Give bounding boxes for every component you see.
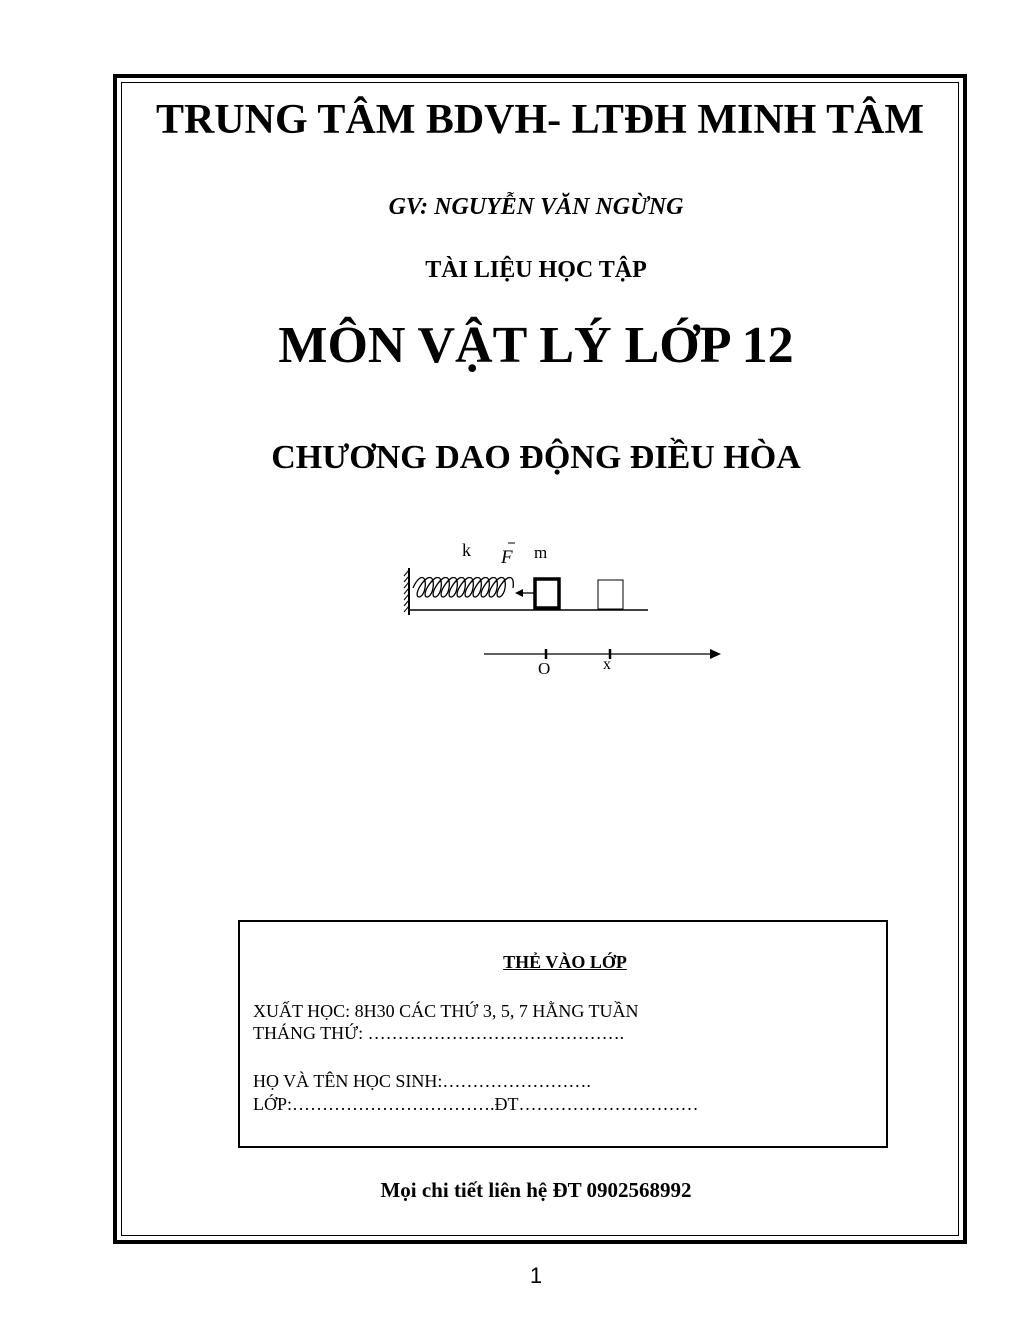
spring-coil [413, 578, 513, 598]
force-arrowhead [515, 589, 523, 597]
page-number: 1 [529, 1263, 543, 1288]
mass-block [535, 579, 559, 608]
spring-mass-diagram [395, 530, 735, 680]
spring-label: k [462, 540, 471, 560]
chapter-title: CHƯƠNG DAO ĐỘNG ĐIỀU HÒA [271, 439, 801, 476]
center-title: TRUNG TÂM BDVH- LTĐH MINH TÂM [155, 97, 925, 143]
student-name-line: HỌ VÀ TÊN HỌC SINH:……………………. [253, 1071, 591, 1091]
month-line: THÁNG THỨ: ……………………………………. [253, 1023, 625, 1043]
x-axis-arrowhead [710, 649, 721, 659]
document-label: TÀI LIỆU HỌC TẬP [425, 257, 647, 283]
class-phone-line: LỚP:…………………………….ĐT………………………… [253, 1094, 699, 1114]
contact-line: Mọi chi tiết liên hệ ĐT 0902568992 [380, 1178, 692, 1202]
displaced-block-outline [598, 580, 623, 609]
origin-label: O [538, 659, 551, 678]
teacher-name: GV: NGUYỄN VĂN NGỪNG [388, 194, 684, 220]
force-label: F [501, 547, 513, 568]
position-label: x [603, 656, 611, 673]
mass-label: m [534, 543, 548, 562]
subject-title: MÔN VẬT LÝ LỚP 12 [278, 317, 794, 374]
card-title: THẺ VÀO LỚP [503, 952, 627, 972]
schedule-line: XUẤT HỌC: 8H30 CÁC THỨ 3, 5, 7 HẰNG TUẦN [253, 1001, 639, 1021]
class-entry-card [238, 920, 888, 1148]
